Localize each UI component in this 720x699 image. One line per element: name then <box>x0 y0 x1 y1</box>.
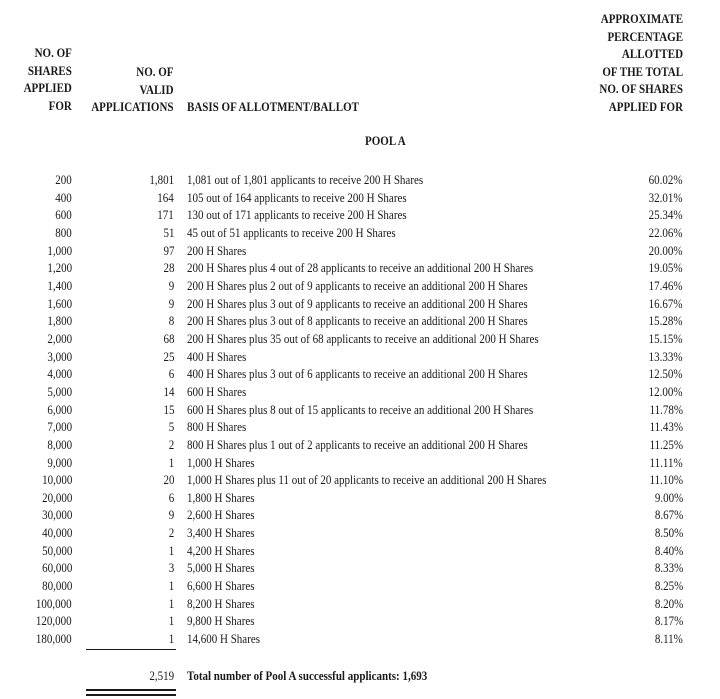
cell-shares-applied: 120,000 <box>36 614 72 629</box>
cell-valid-applications: 1 <box>168 632 174 647</box>
table-row <box>0 313 720 331</box>
cell-basis: 3,400 H Shares <box>187 526 255 541</box>
header-line: APPROXIMATE <box>600 12 683 26</box>
cell-percentage: 12.00% <box>649 384 683 399</box>
cell-basis: 800 H Shares plus 1 out of 2 applicants to receive an additional 200 H Shares <box>187 437 528 452</box>
table-row <box>0 278 720 296</box>
table-row <box>0 631 720 649</box>
cell-basis: 400 H Shares plus 3 out of 6 applicants to receive an additional 200 H Shares <box>187 367 528 382</box>
header-percentage <box>599 11 683 116</box>
cell-valid-applications: 1 <box>168 455 174 470</box>
cell-valid-applications: 6 <box>168 490 174 505</box>
header-line: FOR <box>48 98 72 113</box>
cell-percentage: 8.67% <box>654 508 683 523</box>
cell-basis: 200 H Shares plus 2 out of 9 applicants to receive an additional 200 H Shares <box>187 278 528 293</box>
cell-basis: 14,600 H Shares <box>187 632 261 647</box>
cell-shares-applied: 600 <box>55 208 72 223</box>
cell-basis: 6,600 H Shares <box>187 579 255 594</box>
cell-shares-applied: 8,000 <box>47 437 72 452</box>
table-row <box>0 490 720 508</box>
cell-valid-applications: 1 <box>168 614 174 629</box>
cell-shares-applied: 3,000 <box>47 349 72 364</box>
cell-percentage: 22.06% <box>649 225 683 240</box>
cell-shares-applied: 200 <box>55 173 72 187</box>
cell-valid-applications: 68 <box>163 331 174 346</box>
cell-shares-applied: 80,000 <box>41 579 72 594</box>
table-row <box>0 578 720 596</box>
cell-valid-applications: 2 <box>168 526 174 541</box>
table-row <box>0 596 720 614</box>
cell-shares-applied: 10,000 <box>41 473 72 488</box>
table-row <box>0 296 720 314</box>
cell-valid-applications: 5 <box>168 420 174 435</box>
table-row <box>0 172 720 190</box>
cell-shares-applied: 180,000 <box>36 632 72 647</box>
table-row <box>0 613 720 631</box>
header-valid-applications <box>92 64 174 117</box>
cell-percentage: 11.11% <box>649 455 683 470</box>
header-line: APPLIED <box>23 81 72 95</box>
cell-valid-applications: 51 <box>163 225 174 240</box>
total-successful-applicants: Total number of Pool A successful applicants: 1,693 <box>187 669 428 683</box>
cell-percentage: 8.17% <box>654 614 683 629</box>
cell-percentage: 20.00% <box>649 243 683 258</box>
cell-valid-applications: 164 <box>157 190 174 205</box>
table-row <box>0 437 720 455</box>
cell-basis: 4,200 H Shares <box>187 543 255 558</box>
cell-basis: 5,000 H Shares <box>187 561 255 576</box>
cell-valid-applications: 3 <box>168 561 174 576</box>
header-line: OF THE TOTAL <box>602 64 683 79</box>
cell-basis: 130 out of 171 applicants to receive 200 H Shares <box>187 208 407 223</box>
header-line: APPLICATIONS <box>91 100 174 114</box>
cell-basis: 200 H Shares plus 35 out of 68 applicants to receive an additional 200 H Shares <box>187 331 539 346</box>
cell-shares-applied: 4,000 <box>47 367 72 382</box>
table-row <box>0 384 720 402</box>
cell-percentage: 8.50% <box>654 526 683 541</box>
cell-basis: 1,000 H Shares <box>187 455 255 470</box>
table-row <box>0 419 720 437</box>
cell-shares-applied: 100,000 <box>36 596 72 611</box>
cell-basis: 400 H Shares <box>187 349 247 364</box>
cell-basis: 200 H Shares plus 3 out of 9 applicants to receive an additional 200 H Shares <box>187 296 528 311</box>
table-row <box>0 260 720 278</box>
header-line: NO. OF SHARES <box>599 82 683 96</box>
cell-percentage: 8.20% <box>654 596 683 611</box>
divider <box>86 694 176 696</box>
cell-valid-applications: 15 <box>163 402 174 417</box>
cell-shares-applied: 30,000 <box>41 508 72 523</box>
cell-valid-applications: 9 <box>168 278 174 293</box>
cell-shares-applied: 2,000 <box>47 331 72 346</box>
header-basis: BASIS OF ALLOTMENT/BALLOT <box>187 100 359 114</box>
cell-percentage: 8.25% <box>654 579 683 594</box>
table-row <box>0 349 720 367</box>
cell-valid-applications: 14 <box>163 384 174 399</box>
cell-basis: 200 H Shares <box>187 243 247 258</box>
cell-valid-applications: 2 <box>168 437 174 452</box>
header-line: NO. OF <box>136 65 174 79</box>
cell-valid-applications: 171 <box>157 208 174 223</box>
cell-valid-applications: 28 <box>163 261 174 276</box>
cell-valid-applications: 1 <box>168 579 174 594</box>
table-row <box>0 190 720 208</box>
cell-percentage: 12.50% <box>649 367 683 382</box>
cell-percentage: 11.43% <box>649 420 683 435</box>
header-line: ALLOTTED <box>621 47 683 61</box>
table-row <box>0 366 720 384</box>
cell-valid-applications: 9 <box>168 508 174 523</box>
cell-shares-applied: 60,000 <box>41 561 72 576</box>
cell-basis: 8,200 H Shares <box>187 596 255 611</box>
cell-percentage: 11.25% <box>649 437 683 452</box>
cell-valid-applications: 8 <box>168 314 174 329</box>
table-row <box>0 207 720 225</box>
cell-valid-applications: 9 <box>168 296 174 311</box>
table-row <box>0 225 720 243</box>
divider <box>86 689 176 691</box>
cell-basis: 1,800 H Shares <box>187 490 255 505</box>
header-line: PERCENTAGE <box>607 29 683 44</box>
cell-shares-applied: 40,000 <box>41 526 72 541</box>
table-row <box>0 243 720 261</box>
cell-basis: 200 H Shares plus 3 out of 8 applicants to receive an additional 200 H Shares <box>187 314 528 329</box>
cell-basis: 2,600 H Shares <box>187 508 255 523</box>
cell-percentage: 60.02% <box>649 173 683 187</box>
cell-shares-applied: 20,000 <box>41 490 72 505</box>
cell-percentage: 32.01% <box>649 190 683 205</box>
cell-shares-applied: 800 <box>55 225 72 240</box>
header-shares-applied <box>24 45 72 115</box>
cell-valid-applications: 6 <box>168 367 174 382</box>
cell-valid-applications: 1 <box>168 543 174 558</box>
table-row <box>0 455 720 473</box>
cell-percentage: 13.33% <box>649 349 683 364</box>
table-row <box>0 402 720 420</box>
cell-basis: 200 H Shares plus 4 out of 28 applicants to receive an additional 200 H Shares <box>187 261 534 276</box>
cell-shares-applied: 1,800 <box>47 314 72 329</box>
table-row <box>0 525 720 543</box>
header-line: NO. OF <box>34 46 72 60</box>
cell-shares-applied: 1,200 <box>47 261 72 276</box>
cell-percentage: 8.11% <box>654 632 683 647</box>
total-valid-applications: 2,519 <box>149 669 174 683</box>
cell-percentage: 8.40% <box>654 543 683 558</box>
cell-shares-applied: 50,000 <box>41 543 72 558</box>
pool-title: POOL A <box>365 134 406 148</box>
cell-basis: 1,000 H Shares plus 11 out of 20 applicants to receive an additional 200 H Shares <box>187 473 547 488</box>
cell-percentage: 8.33% <box>654 561 683 576</box>
cell-percentage: 15.28% <box>649 314 683 329</box>
table-row <box>0 507 720 525</box>
allotment-table <box>0 172 720 649</box>
cell-basis: 600 H Shares plus 8 out of 15 applicants to receive an additional 200 H Shares <box>187 402 534 417</box>
cell-percentage: 16.67% <box>649 296 683 311</box>
cell-basis: 9,800 H Shares <box>187 614 255 629</box>
divider <box>86 649 176 650</box>
header-line: APPLIED FOR <box>608 99 683 114</box>
table-row <box>0 543 720 561</box>
cell-valid-applications: 25 <box>163 349 174 364</box>
table-row <box>0 331 720 349</box>
header-line: SHARES <box>27 63 72 78</box>
cell-basis: 1,081 out of 1,801 applicants to receive 200 H Shares <box>187 173 424 187</box>
cell-percentage: 19.05% <box>649 261 683 276</box>
cell-percentage: 25.34% <box>649 208 683 223</box>
cell-valid-applications: 97 <box>163 243 174 258</box>
cell-shares-applied: 5,000 <box>47 384 72 399</box>
cell-valid-applications: 1,801 <box>149 173 174 187</box>
cell-valid-applications: 1 <box>168 596 174 611</box>
cell-shares-applied: 1,000 <box>47 243 72 258</box>
cell-percentage: 9.00% <box>654 490 683 505</box>
cell-shares-applied: 7,000 <box>47 420 72 435</box>
cell-shares-applied: 1,600 <box>47 296 72 311</box>
cell-basis: 800 H Shares <box>187 420 247 435</box>
cell-percentage: 17.46% <box>649 278 683 293</box>
cell-shares-applied: 9,000 <box>47 455 72 470</box>
cell-valid-applications: 20 <box>163 473 174 488</box>
table-row <box>0 560 720 578</box>
cell-shares-applied: 1,400 <box>47 278 72 293</box>
cell-basis: 600 H Shares <box>187 384 247 399</box>
cell-shares-applied: 6,000 <box>47 402 72 417</box>
cell-shares-applied: 400 <box>55 190 72 205</box>
cell-percentage: 11.78% <box>649 402 683 417</box>
cell-percentage: 15.15% <box>649 331 683 346</box>
cell-basis: 45 out of 51 applicants to receive 200 H Shares <box>187 225 396 240</box>
table-row <box>0 472 720 490</box>
cell-percentage: 11.10% <box>649 473 683 488</box>
cell-basis: 105 out of 164 applicants to receive 200 H Shares <box>187 190 407 205</box>
header-line: VALID <box>139 82 174 97</box>
